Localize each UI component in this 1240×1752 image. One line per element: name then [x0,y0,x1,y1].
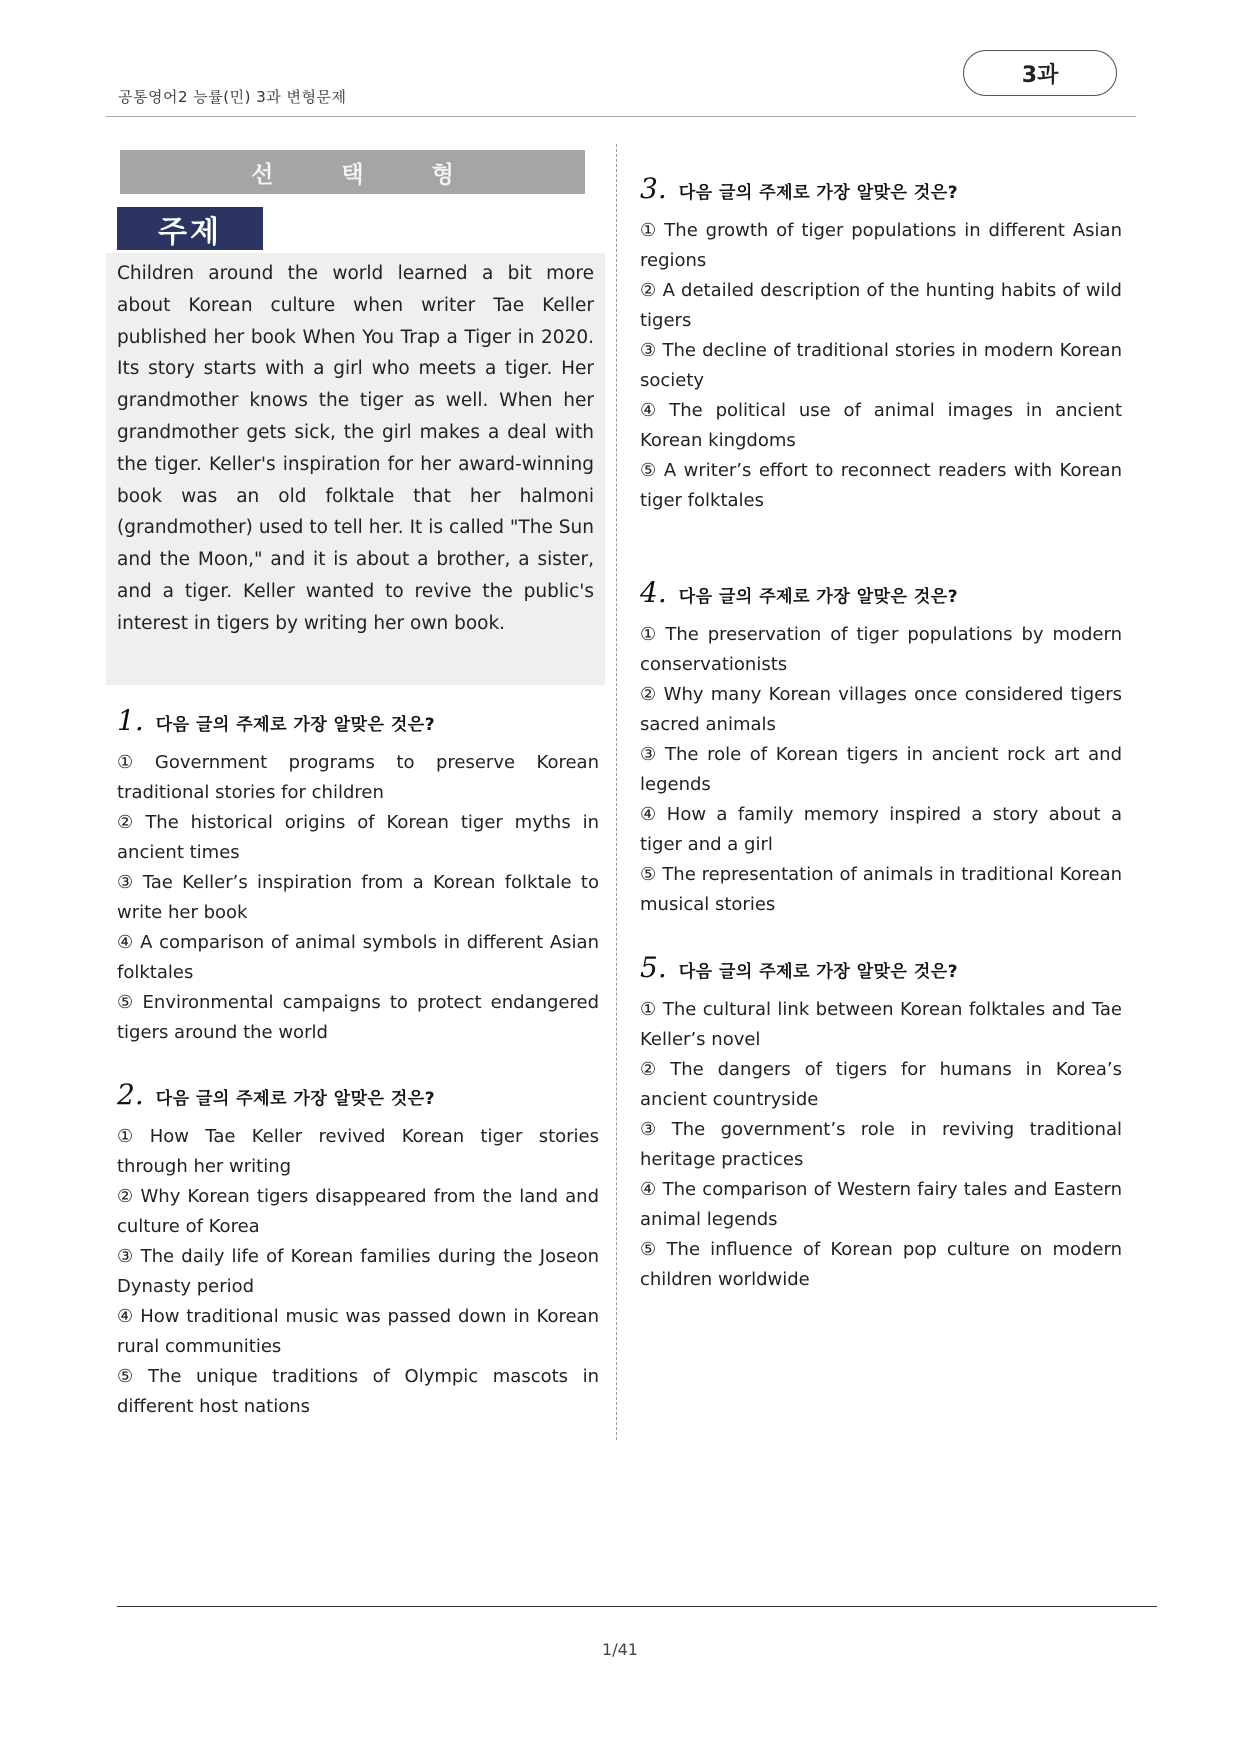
option-marker: ② [117,812,140,833]
option-1[interactable] [640,620,1122,680]
option-text: A comparison of animal symbols in different Asian folktales [117,932,599,983]
option-list [117,748,599,1048]
question-3 [640,172,1122,516]
option-text: The decline of traditional stories in modern Korean society [640,340,1122,391]
option-marker: ① [640,220,659,241]
question-stem [640,951,1122,991]
option-marker: ③ [117,872,137,893]
option-3[interactable] [117,868,599,928]
option-3[interactable] [117,1242,599,1302]
option-text: The influence of Korean pop culture on modern children worldwide [640,1239,1122,1290]
option-4[interactable] [117,928,599,988]
option-1[interactable] [640,216,1122,276]
option-marker: ② [640,684,658,705]
option-list [117,1122,599,1422]
option-5[interactable] [640,456,1122,516]
option-marker: ③ [640,1119,666,1140]
option-marker: ④ [640,1179,657,1200]
question-text: 다음 글의 주제로 가장 알맞은 것은? [678,587,959,607]
question-number: 4. [640,576,667,609]
option-text: How traditional music was passed down in Korean rural communities [117,1306,599,1357]
passage-box [106,253,605,685]
option-text: The unique traditions of Olympic mascots in different host nations [117,1366,600,1417]
question-2 [117,1078,599,1422]
option-marker: ③ [640,340,657,361]
question-stem [117,1078,599,1118]
question-1 [117,704,599,1048]
option-text: The historical origins of Korean tiger myths in ancient times [117,812,600,863]
option-marker: ④ [117,932,135,953]
question-stem [640,172,1122,212]
option-5[interactable] [640,860,1122,920]
option-marker: ⑤ [640,1239,661,1260]
option-text: How Tae Keller revived Korean tiger stories through her writing [117,1126,600,1177]
option-text: Government programs to preserve Korean traditional stories for children [117,752,599,803]
option-5[interactable] [117,1362,599,1422]
question-text: 다음 글의 주제로 가장 알맞은 것은? [155,1089,436,1109]
option-1[interactable] [117,1122,599,1182]
option-2[interactable] [640,1055,1122,1115]
option-2[interactable] [640,680,1122,740]
option-text: The dangers of tigers for humans in Korea’s ancient countryside [640,1059,1122,1110]
option-text: The preservation of tiger populations by modern conservationists [640,624,1122,675]
option-text: Environmental campaigns to protect endangered tigers around the world [117,992,600,1043]
question-text: 다음 글의 주제로 가장 알맞은 것은? [678,962,959,982]
option-2[interactable] [640,276,1122,336]
option-4[interactable] [640,396,1122,456]
option-text: The cultural link between Korean folktales and Tae Keller’s novel [640,999,1123,1050]
option-1[interactable] [640,995,1122,1055]
option-marker: ① [117,1126,144,1147]
option-list [640,216,1122,516]
option-4[interactable] [640,800,1122,860]
option-text: The political use of animal images in ancient Korean kingdoms [640,400,1122,451]
option-marker: ① [640,999,657,1020]
topic-label: 주제 [117,207,263,250]
option-marker: ⑤ [640,460,658,481]
column-divider [616,144,617,1440]
option-list [640,620,1122,920]
option-marker: ⑤ [117,992,137,1013]
footer-divider [117,1606,1157,1607]
option-1[interactable] [117,748,599,808]
question-number: 1. [117,704,144,737]
option-2[interactable] [117,1182,599,1242]
option-text: Why many Korean villages once considered tigers sacred animals [640,684,1122,735]
option-text: Why Korean tigers disappeared from the land and culture of Korea [117,1186,600,1237]
question-stem [117,704,599,744]
option-marker: ⑤ [640,864,657,885]
option-text: A detailed description of the hunting habits of wild tigers [640,280,1122,331]
option-4[interactable] [117,1302,599,1362]
option-marker: ③ [640,744,660,765]
option-marker: ② [117,1186,135,1207]
option-3[interactable] [640,740,1122,800]
option-4[interactable] [640,1175,1122,1235]
question-number: 5. [640,951,667,984]
question-type-banner: 선 택 형 [120,150,585,194]
option-text: The growth of tiger populations in different Asian regions [640,220,1122,271]
header-divider [106,116,1136,117]
option-3[interactable] [640,1115,1122,1175]
option-text: The daily life of Korean families during the Joseon Dynasty period [117,1246,599,1297]
page-number: 1/41 [602,1640,638,1659]
option-marker: ② [640,280,657,301]
option-marker: ④ [117,1306,135,1327]
option-text: The representation of animals in traditional Korean musical stories [640,864,1123,915]
lesson-badge: 3과 [963,50,1117,96]
option-marker: ① [640,624,660,645]
option-text: How a family memory inspired a story about a tiger and a girl [640,804,1122,855]
option-marker: ④ [640,804,661,825]
option-marker: ② [640,1059,665,1080]
question-number: 2. [117,1078,144,1111]
document-header-title: 공통영어2 능률(민) 3과 변형문제 [118,88,347,106]
option-list [640,995,1122,1295]
question-stem [640,576,1122,616]
option-text: A writer’s effort to reconnect readers with Korean tiger folktales [640,460,1122,511]
option-text: The role of Korean tigers in ancient rock art and legends [640,744,1122,795]
option-5[interactable] [640,1235,1122,1295]
option-text: The government’s role in reviving traditional heritage practices [640,1119,1122,1170]
question-text: 다음 글의 주제로 가장 알맞은 것은? [678,183,959,203]
option-marker: ⑤ [117,1366,142,1387]
question-4 [640,576,1122,920]
question-number: 3. [640,172,667,205]
option-text: Tae Keller’s inspiration from a Korean folktale to write her book [117,872,599,923]
option-marker: ③ [117,1246,135,1267]
option-text: The comparison of Western fairy tales and Eastern animal legends [640,1179,1123,1230]
option-marker: ① [117,752,149,773]
option-2[interactable] [117,808,599,868]
passage-text: Children around the world learned a bit more about Korean culture when writer Tae Keller published her book When You Trap a Tiger in 2020. Its story starts with a girl who meets a tiger. Her grandmother knows the tiger as well. When her grandmother gets sick, the girl makes a deal with the tiger. Keller's inspiration for her award-winning book was an old folktale that her halmoni (grandmother) used to tell her. It is called "The Sun and the Moon," and it is about a brother, a sister, and a tiger. Keller wanted to revive the public's interest in tigers by writing her own book. [117,263,594,634]
question-text: 다음 글의 주제로 가장 알맞은 것은? [155,715,436,735]
option-5[interactable] [117,988,599,1048]
option-marker: ④ [640,400,664,421]
option-3[interactable] [640,336,1122,396]
question-5 [640,951,1122,1295]
